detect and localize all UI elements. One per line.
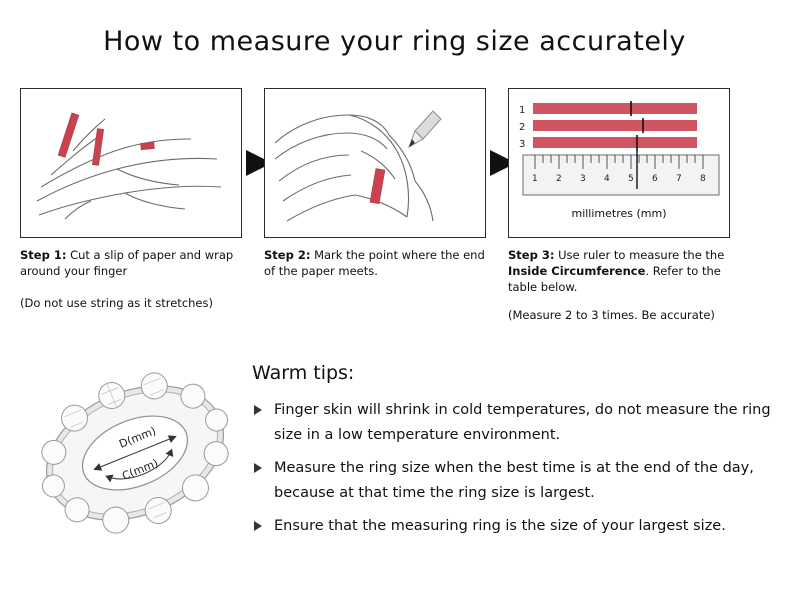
step-3-label: Step 3: (508, 248, 555, 262)
diameter-label: D(mm) (117, 424, 158, 451)
hand-with-paper-slip-illustration (21, 89, 241, 237)
steps-row (20, 88, 772, 338)
step-2-label: Step 2: (264, 248, 311, 262)
warm-tips-section (252, 362, 772, 547)
step-2-caption-text: Mark the point where the end of the paper meets. (264, 248, 485, 278)
tip-text: Finger skin will shrink in cold temperatures, do not measure the ring size in a low temperature environment. (274, 402, 771, 443)
bullet-arrow-icon (254, 405, 262, 415)
svg-text:3: 3 (580, 174, 586, 184)
tip-item (252, 456, 772, 506)
diamond-ring-illustration (28, 348, 243, 558)
millimetres-label: millimetres (mm) (571, 207, 667, 220)
tip-text: Measure the ring size when the best time is at the end of the day, because at that time the ring size is largest. (274, 460, 754, 501)
step-3-illustration (508, 88, 730, 238)
tip-item (252, 514, 772, 539)
bullet-arrow-icon (254, 521, 262, 531)
step-1-note: (Do not use string as it stretches) (20, 296, 213, 310)
svg-text:6: 6 (652, 174, 658, 184)
step-3-caption (508, 247, 732, 295)
svg-text:5: 5 (628, 174, 634, 184)
svg-text:8: 8 (700, 174, 706, 184)
svg-text:7: 7 (676, 174, 682, 184)
step-1-illustration (20, 88, 242, 238)
step-3-caption-text: Use ruler to measure the the Inside Circumference. Refer to the table below. (508, 248, 725, 294)
circumference-label: C(mm) (120, 456, 161, 483)
page-title: How to measure your ring size accurately (103, 26, 686, 57)
tip-item (252, 398, 772, 448)
hand-marking-paper-illustration (265, 89, 485, 237)
warm-tips-heading: Warm tips: (252, 362, 355, 384)
step-2-illustration (264, 88, 486, 238)
bullet-arrow-icon (254, 463, 262, 473)
step-1-caption-text: Cut a slip of paper and wrap around your finger (20, 248, 234, 278)
ring-diagram (28, 348, 243, 558)
tip-text: Ensure that the measuring ring is the size of your largest size. (274, 518, 726, 534)
ruler-measuring-strips-illustration (509, 89, 729, 237)
svg-text:1: 1 (532, 174, 538, 184)
step-1-label: Step 1: (20, 248, 67, 262)
step-2-caption (264, 247, 488, 279)
step-2 (264, 88, 488, 279)
svg-text:4: 4 (604, 174, 610, 184)
strip-number-3: 3 (519, 139, 526, 150)
svg-text:2: 2 (556, 174, 562, 184)
strip-number-1: 1 (519, 105, 526, 116)
step-1 (20, 88, 244, 311)
step-3-note: (Measure 2 to 3 times. Be accurate) (508, 308, 715, 322)
strip-number-2: 2 (519, 122, 526, 133)
step-1-caption (20, 247, 244, 279)
step-3 (508, 88, 732, 323)
